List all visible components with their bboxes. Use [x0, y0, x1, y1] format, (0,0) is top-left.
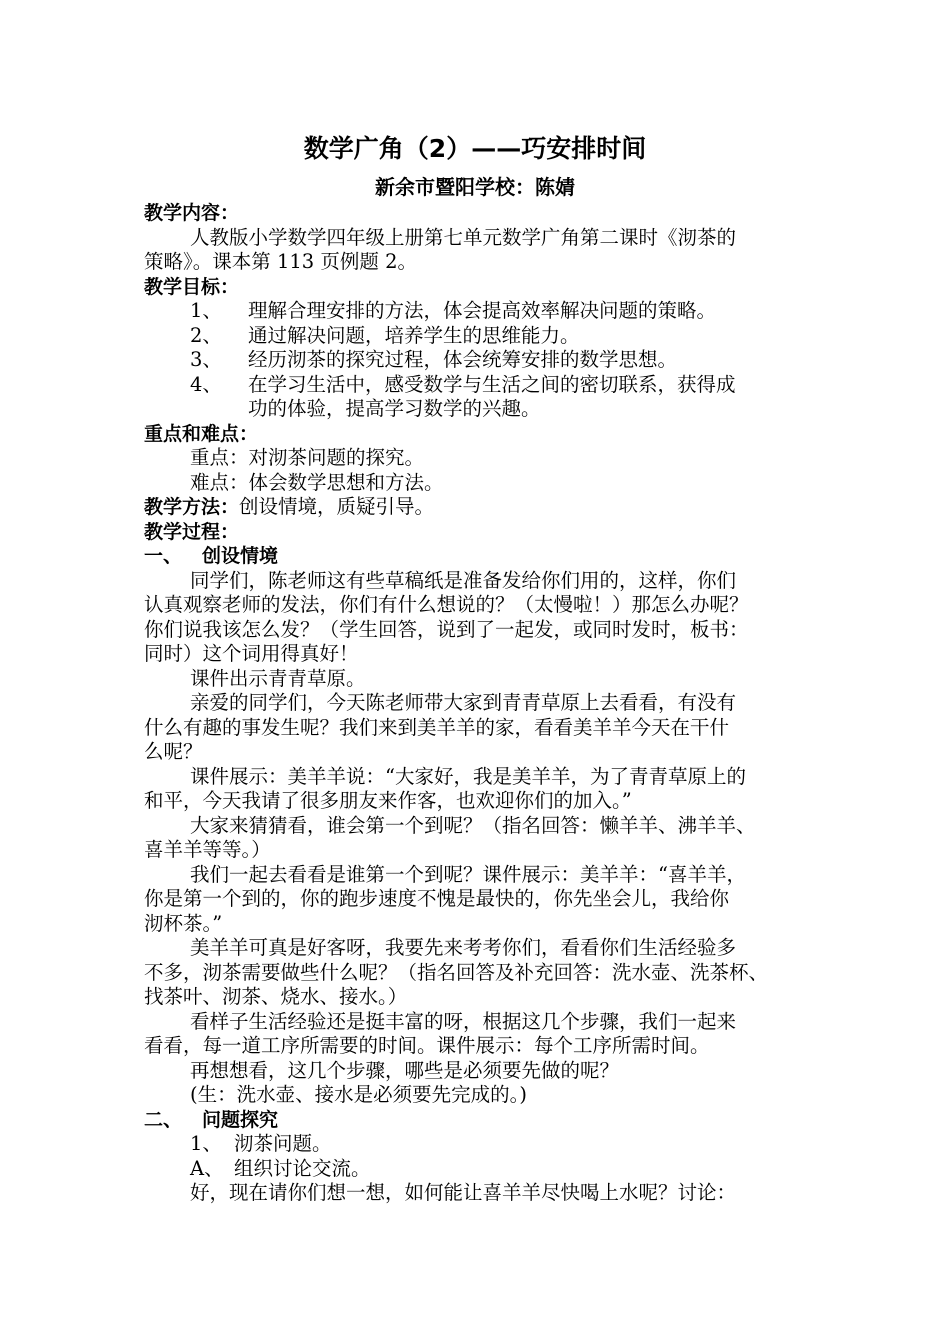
- paragraph-line: (生：洗水壶、接水是必须要先完成的。): [190, 1083, 527, 1106]
- paragraph-line: 难点：体会数学思想和方法。: [190, 470, 444, 494]
- paragraph-line: 沏杯茶。”: [144, 911, 223, 935]
- list-item: [144, 348, 834, 373]
- list-number: A、: [190, 1156, 224, 1180]
- subsection-number: 一、: [144, 545, 183, 567]
- paragraph-line: 策略》。课本第 113 页例题 2。: [144, 250, 417, 273]
- paragraph-line: 和平，今天我请了很多朋友来作客，也欢迎你们的加入。”: [144, 789, 632, 812]
- list-item: [144, 1157, 834, 1182]
- method-label: 教学方法：: [144, 496, 240, 518]
- paragraph-line: 同时）这个词用得真好！: [144, 642, 359, 665]
- section-heading-key-points: 重点和难点：: [144, 422, 259, 445]
- paragraph-line: 美羊羊可真是好客呀，我要先来考考你们，看看你们生活经验多: [190, 936, 737, 959]
- list-number: 3、: [190, 348, 222, 371]
- section-heading-goals: 教学目标：: [144, 275, 240, 298]
- paragraph-line: 亲爱的同学们，今天陈老师带大家到青青草原上去看看，有没有: [190, 691, 737, 714]
- paragraph-line: 人教版小学数学四年级上册第七单元数学广角第二课时《沏茶的: [190, 225, 737, 249]
- list-number: 2、: [190, 323, 222, 347]
- list-item: [144, 1132, 834, 1157]
- paragraph-line: 不多，沏茶需要做些什么呢？（指名回答及补充回答：洗水壶、洗茶杯、: [144, 960, 769, 984]
- method-line: [144, 495, 834, 520]
- paragraph-line: 认真观察老师的发法，你们有什么想说的？（太慢啦！）那怎么办呢？: [144, 593, 749, 616]
- list-item-continuation: 功的体验，提高学习数学的兴趣。: [248, 397, 541, 420]
- section-heading-content: 教学内容：: [144, 202, 240, 224]
- paragraph-line: 重点：对沏茶问题的探究。: [190, 446, 425, 469]
- list-text: 理解合理安排的方法，体会提高效率解决问题的策略。: [248, 299, 717, 322]
- paragraph-line: 看看，每一道工序所需要的时间。课件展示：每个工序所需时间。: [144, 1034, 710, 1057]
- list-text: 通过解决问题，培养学生的思维能力。: [248, 323, 580, 347]
- paragraph-line: 喜羊羊等等。）: [144, 838, 271, 861]
- paragraph-line: 大家来猜猜看，谁会第一个到呢？（指名回答：懒羊羊、沸羊羊、: [190, 813, 756, 837]
- section-heading-process: 教学过程：: [144, 520, 240, 543]
- subsection-title: 创设情境: [202, 545, 279, 567]
- list-text: 沏茶问题。: [234, 1132, 332, 1155]
- paragraph-line: 课件出示青青草原。: [190, 666, 366, 690]
- paragraph-line: 找茶叶、沏茶、烧水、接水。）: [144, 985, 408, 1008]
- paragraph-line: 我们一起去看看是谁第一个到呢？课件展示：美羊羊：“喜羊羊，: [190, 862, 746, 886]
- document-body: [144, 201, 834, 1206]
- method-text: 创设情境，质疑引导。: [239, 495, 435, 518]
- list-number: 1、: [190, 299, 222, 322]
- subsection-title: 问题探究: [202, 1108, 279, 1131]
- paragraph-line: 你们说我该怎么发？（学生回答，说到了一起发，或同时发时，板书：: [144, 617, 749, 641]
- subsection-number: 二、: [144, 1108, 183, 1131]
- paragraph-line: 看样子生活经验还是挺丰富的呀，根据这几个步骤，我们一起来: [190, 1009, 737, 1033]
- list-text: 在学习生活中，感受数学与生活之间的密切联系，获得成: [248, 372, 736, 396]
- list-item: [144, 324, 834, 349]
- paragraph-line: 么呢？: [144, 740, 203, 763]
- page-title: 数学广角（2）——巧安排时间: [303, 134, 647, 163]
- paragraph-line: 什么有趣的事发生呢？我们来到美羊羊的家，看看美羊羊今天在干什: [144, 715, 730, 739]
- list-text: 经历沏茶的探究过程，体会统筹安排的数学思想。: [248, 348, 678, 371]
- paragraph-line: 你是第一个到的，你的跑步速度不愧是最快的，你先坐会儿，我给你: [144, 887, 730, 910]
- list-text: 组织讨论交流。: [234, 1156, 371, 1180]
- subsection-heading: [144, 1108, 834, 1133]
- author-line: 新余市暨阳学校：陈婧: [375, 175, 575, 199]
- paragraph-line: 再想想看，这几个步骤，哪些是必须要先做的呢？: [190, 1058, 620, 1082]
- subsection-heading: [144, 544, 834, 569]
- paragraph-line: 同学们，陈老师这有些草稿纸是准备发给你们用的，这样，你们: [190, 568, 737, 592]
- list-item: [144, 373, 834, 398]
- list-number: 1、: [190, 1132, 222, 1155]
- paragraph-line: 课件展示：美羊羊说：“大家好，我是美羊羊，为了青青草原上的: [190, 764, 746, 788]
- list-number: 4、: [190, 372, 222, 396]
- paragraph-line: 好，现在请你们想一想，如何能让喜羊羊尽快喝上水呢？讨论：: [190, 1181, 737, 1204]
- list-item: [144, 299, 834, 324]
